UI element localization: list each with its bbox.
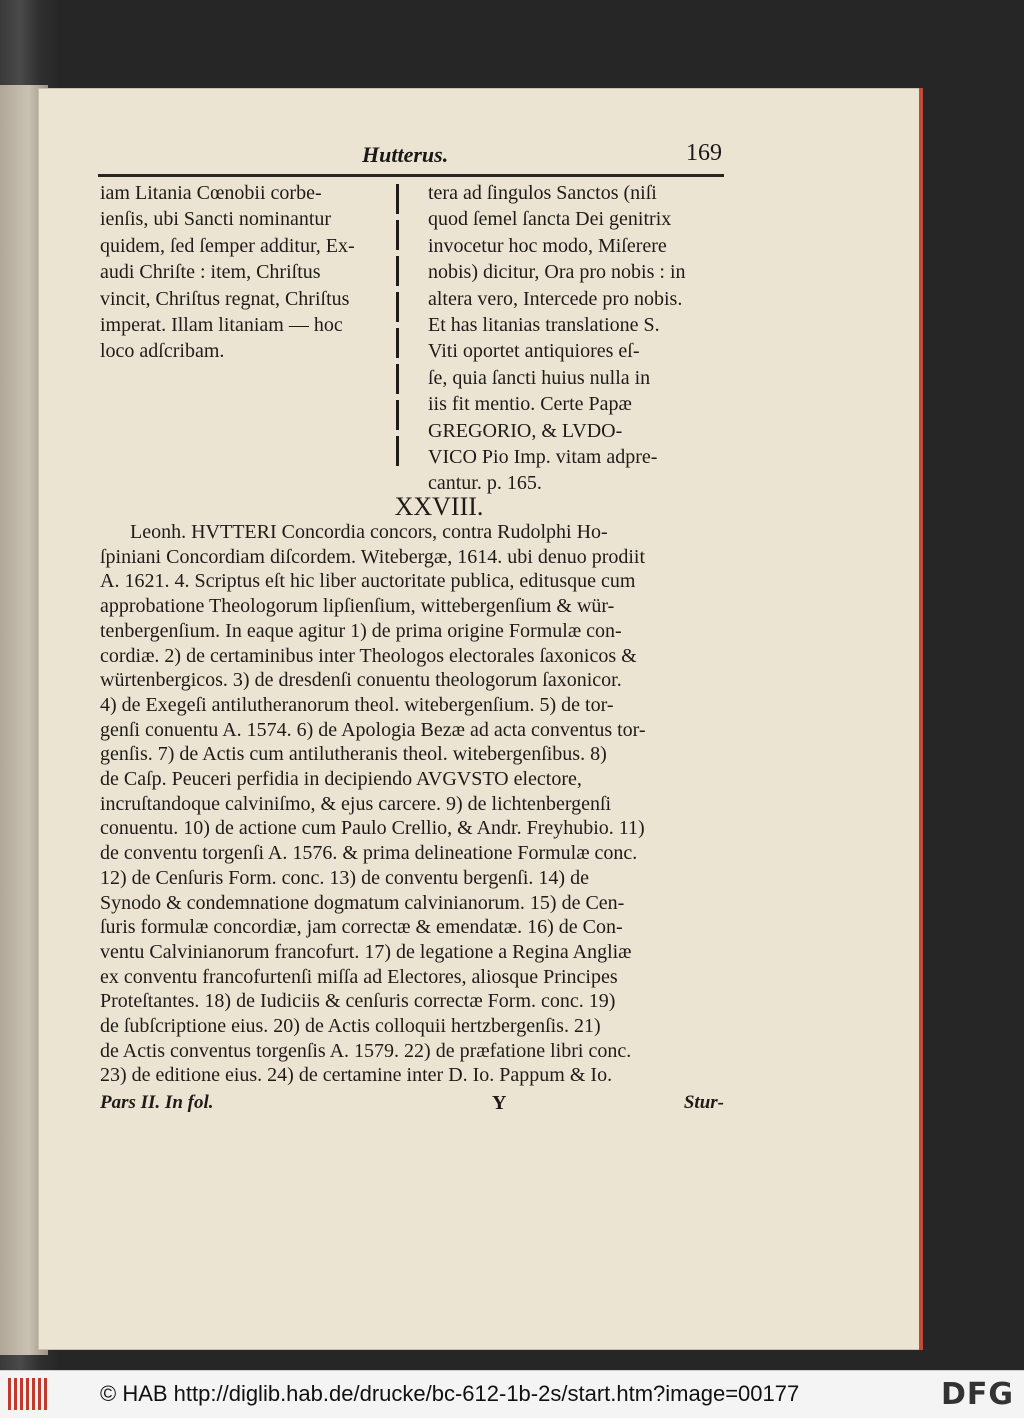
text-line: A. 1621. 4. Scriptus eſt hic liber auctoritate publica, editusque cum — [100, 570, 636, 593]
text-line: de ſubſcriptione eius. 20) de Actis colloquii hertzbergenſis. 21) — [100, 1015, 601, 1038]
text-line: de Caſp. Peuceri perfidia in decipiendo AVGVSTO electore, — [100, 768, 582, 791]
column-divider — [396, 184, 399, 472]
text-line: würtenbergicos. 3) de dresdenſi conuentu theologorum ſaxonicor. — [100, 669, 622, 692]
text-line: cordiæ. 2) de certaminibus inter Theologos electorales ſaxonicos & — [100, 644, 637, 667]
page-number: 169 — [686, 140, 722, 166]
signature-left: Pars II. In fol. — [100, 1092, 214, 1113]
text-line: ſpiniani Concordiam diſcordem. Witebergæ, 1614. ubi denuo prodiit — [100, 545, 646, 568]
text-line: genſis. 7) de Actis cum antilutheranis theol. witebergenſibus. 8) — [100, 743, 607, 766]
text-line: 23) de editione eius. 24) de certamine inter D. Io. Pappum & Io. — [100, 1064, 613, 1087]
text-line: imperat. Illam litaniam — hoc — [100, 314, 343, 337]
text-line: Leonh. HVTTERI Concordia concors, contra Rudolphi Ho- — [130, 521, 608, 543]
text-line: Et has litanias translatione S. — [428, 314, 660, 337]
book-page — [38, 88, 920, 1350]
main-text — [100, 520, 724, 1088]
copyright-link[interactable]: © HAB http://diglib.hab.de/drucke/bc-612-1b-2s/start.htm?image=00177 — [100, 1381, 800, 1406]
signature-mark: Y — [492, 1092, 507, 1114]
text-line: ſe, quia ſancti huius nulla in — [428, 366, 651, 389]
text-line: conuentu. 10) de actione cum Paulo Crellio, & Andr. Freyhubio. 11) — [100, 817, 645, 840]
text-line: Synodo & condemnatione dogmatum calvinianorum. 15) de Cen- — [100, 891, 625, 914]
text-line: de conventu torgenſi A. 1576. & prima delineatione Formulæ conc. — [100, 842, 638, 865]
text-line: vincit, Chriſtus regnat, Chriſtus — [100, 287, 350, 310]
text-line: 4) de Exegeſi antilutheranorum theol. witebergenſium. 5) de tor- — [100, 693, 614, 716]
text-line: altera vero, Intercede pro nobis. — [428, 287, 683, 310]
text-line: Viti oportet antiquiores eſ- — [428, 340, 640, 363]
text-line: quod ſemel ſancta Dei genitrix — [428, 208, 672, 231]
text-line: iam Litania Cœnobii corbe- — [100, 182, 322, 204]
text-line: 12) de Cenſuris Form. conc. 13) de conventu bergenſi. 14) de — [100, 866, 589, 889]
text-line: ſuris formulæ concordiæ, jam correctæ & emendatæ. 16) de Con- — [100, 916, 623, 939]
text-line: approbatione Theologorum lipſienſium, wittebergenſium & wür- — [100, 595, 615, 618]
right-column — [428, 180, 728, 497]
dfg-logo: DFG — [940, 1377, 1014, 1412]
barcode-icon — [8, 1378, 50, 1410]
text-line: VICO Pio Imp. vitam adpre- — [428, 446, 658, 469]
catchword: Stur- — [683, 1092, 724, 1113]
text-line: iis fit mentio. Certe Papæ — [428, 393, 632, 416]
text-line: ienſis, ubi Sancti nominantur — [100, 208, 332, 231]
text-line: tera ad ſingulos Sanctos (niſi — [428, 182, 657, 204]
text-line: quidem, ſed ſemper additur, Ex- — [100, 234, 355, 257]
running-title: Hutterus. — [362, 142, 449, 167]
text-line: cantur. p. 165. — [428, 472, 542, 495]
text-line: genſi conuentu A. 1574. 6) de Apologia Bezæ ad acta conventus tor- — [100, 718, 646, 741]
section-heading: XXVIII. — [394, 492, 484, 521]
text-line: ventu Calvinianorum francofurt. 17) de legatione a Regina Angliæ — [100, 940, 632, 963]
left-column — [100, 180, 395, 365]
text-line: invocetur hoc modo, Miſerere — [428, 234, 667, 257]
text-line: incruſtandoque calviniſmo, & ejus carcere. 9) de lichtenbergenſi — [100, 792, 612, 815]
text-line: GREGORIO, & LVDO- — [428, 419, 623, 442]
text-line: de Actis conventus torgenſis A. 1579. 22) de præfatione libri conc. — [100, 1039, 632, 1062]
text-line: ex conventu francofurtenſi miſſa ad Electores, aliosque Principes — [100, 965, 618, 988]
text-line: loco adſcribam. — [100, 340, 225, 363]
text-line: tenbergenſium. In eaque agitur 1) de prima origine Formulæ con- — [100, 619, 622, 642]
text-line: nobis) dicitur, Ora pro nobis : in — [428, 261, 686, 284]
header-rule — [98, 174, 724, 177]
text-line: audi Chriſte : item, Chriſtus — [100, 261, 321, 284]
page-footer — [100, 1092, 724, 1122]
viewer-footer-bar — [0, 1370, 1024, 1418]
text-line: Proteſtantes. 18) de Iudiciis & cenſuris correctæ Form. conc. 19) — [100, 990, 616, 1013]
page-header — [102, 140, 722, 174]
page-edge-rule — [919, 88, 923, 1350]
